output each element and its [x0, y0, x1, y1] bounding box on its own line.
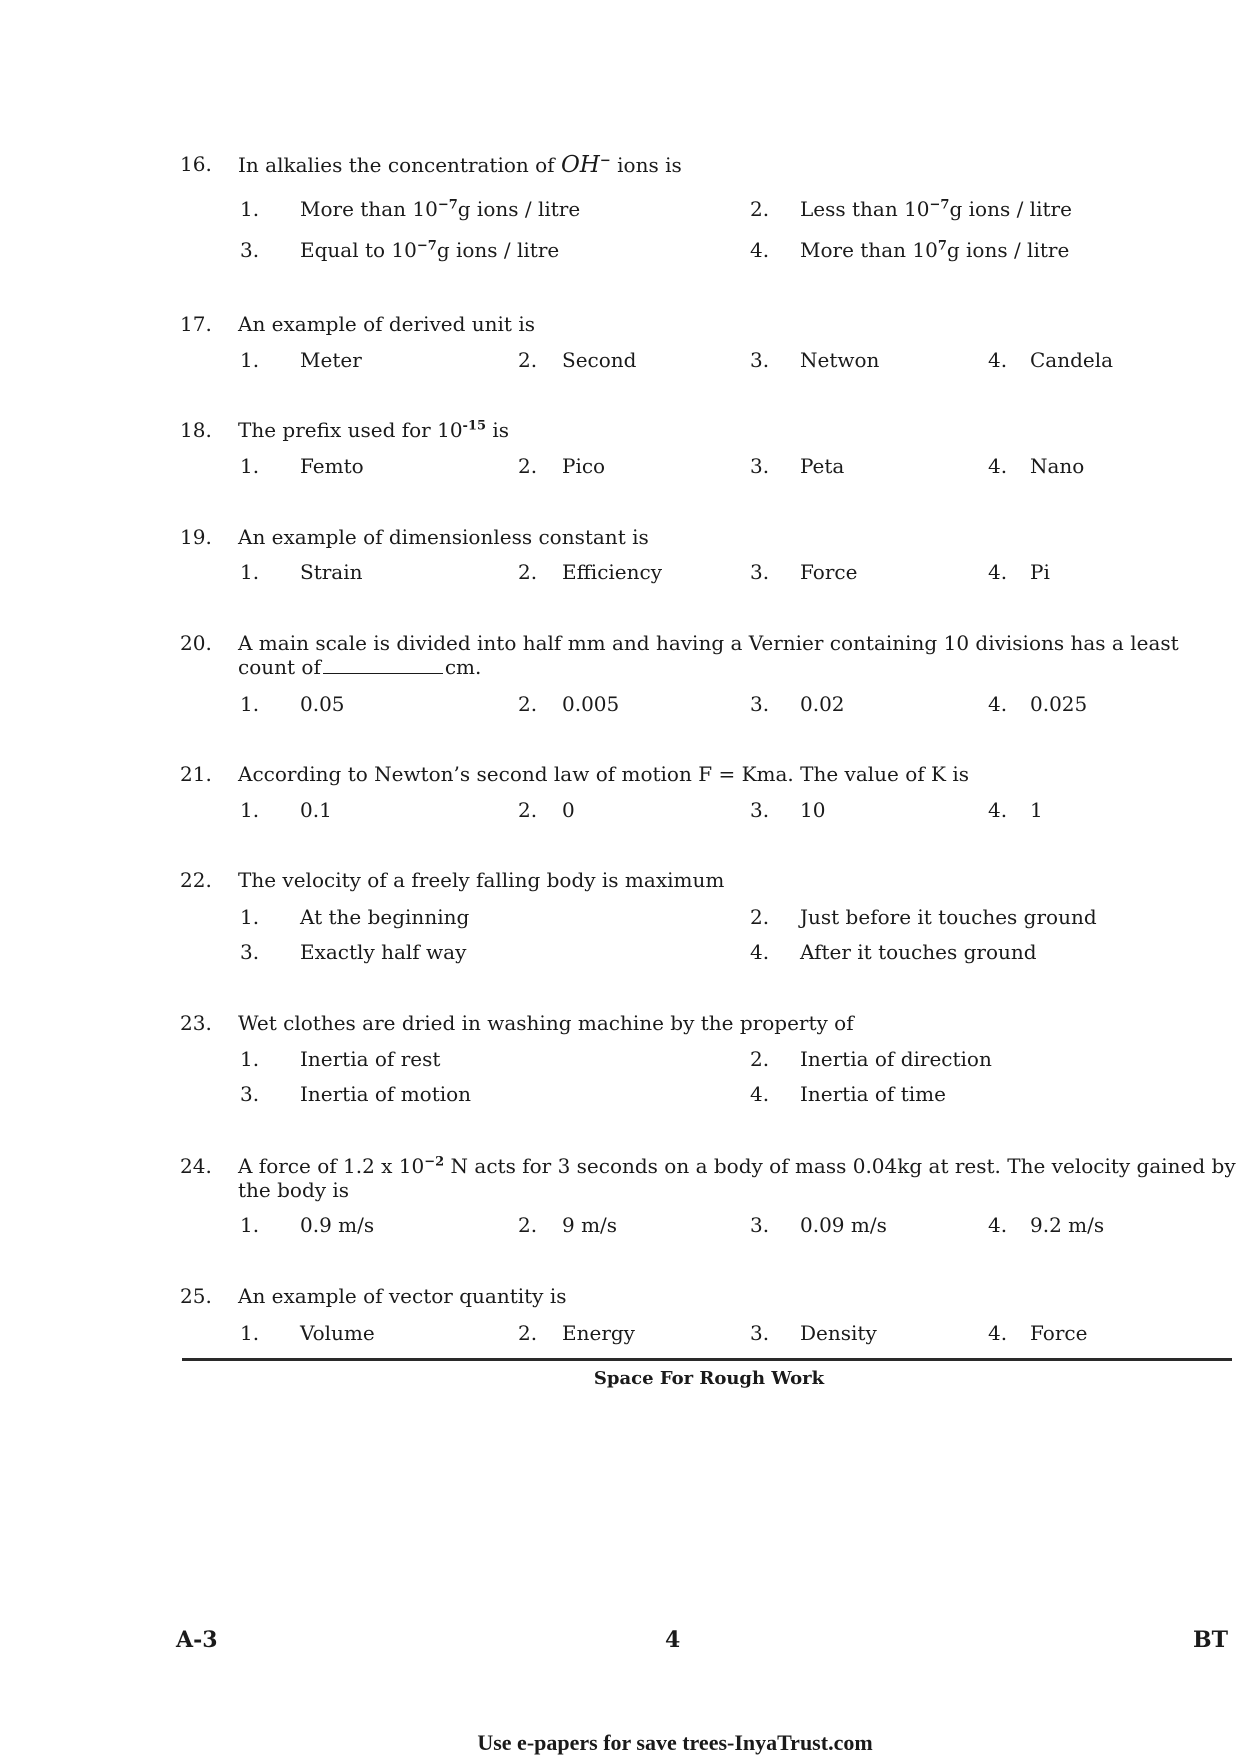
question-number: 22. — [180, 868, 212, 892]
option-text: Efficiency — [562, 560, 663, 584]
option-text: Peta — [800, 454, 845, 478]
option-text: Inertia of rest — [300, 1047, 441, 1071]
option-number: 2. — [750, 1047, 770, 1071]
question-number: 21. — [180, 762, 212, 786]
page-number: 4 — [665, 1627, 681, 1653]
question-number: 24. — [180, 1154, 212, 1178]
option-number: 3. — [750, 1213, 770, 1237]
option-number: 3. — [750, 798, 770, 822]
option-text: Pi — [1030, 560, 1050, 584]
option-text: 0.09 m/s — [800, 1213, 887, 1237]
option-text: More than $10^7g$ ions / litre — [800, 238, 1070, 262]
option-text: Netwon — [800, 348, 880, 372]
option-text: 9.2 m/s — [1030, 1213, 1105, 1237]
watermark: Use e-papers for save trees-InyaTrust.com — [477, 1730, 873, 1755]
option-number: 1. — [240, 798, 260, 822]
footer-code: A-3 — [176, 1627, 218, 1653]
option-number: 2. — [518, 454, 538, 478]
question-text-line2: count of cm. — [238, 655, 482, 679]
question-text: An example of derived unit is — [238, 312, 535, 336]
option-number: 4. — [750, 238, 770, 262]
option-text: 0.1 — [300, 798, 332, 822]
option-number: 1. — [240, 1047, 260, 1071]
question-text: A main scale is divided into half mm and having a Vernier containing 10 divisions has a least — [238, 631, 1179, 655]
divider-rule — [182, 1358, 1232, 1361]
option-text: Force — [800, 560, 858, 584]
option-number: 2. — [518, 1213, 538, 1237]
question-number: 18. — [180, 418, 212, 442]
question-text: The prefix used for $10^{-15}$ is — [238, 418, 510, 442]
question-text: Wet clothes are dried in washing machine by the property of — [238, 1011, 854, 1035]
option-text: Volume — [300, 1321, 375, 1345]
option-number: 4. — [988, 454, 1008, 478]
option-number: 4. — [988, 1321, 1008, 1345]
option-number: 2. — [518, 798, 538, 822]
option-number: 2. — [518, 1321, 538, 1345]
question-number: 25. — [180, 1284, 212, 1308]
option-number: 4. — [988, 348, 1008, 372]
question-number: 17. — [180, 312, 212, 336]
option-text: 0.02 — [800, 692, 845, 716]
option-text: Second — [562, 348, 637, 372]
option-number: 4. — [988, 798, 1008, 822]
answer-blank — [323, 673, 443, 674]
option-number: 2. — [750, 905, 770, 929]
option-number: 1. — [240, 692, 260, 716]
option-number: 3. — [240, 1082, 260, 1106]
option-text: Strain — [300, 560, 363, 584]
question-text: A force of 1.2 x $10^{-2}$ N acts for 3 seconds on a body of mass 0.04kg at rest. The velocity gained by — [238, 1154, 1236, 1178]
option-text: Inertia of motion — [300, 1082, 472, 1106]
option-number: 4. — [988, 692, 1008, 716]
option-number: 3. — [750, 1321, 770, 1345]
option-text: 10 — [800, 798, 826, 822]
option-text: Inertia of direction — [800, 1047, 992, 1071]
option-text: 0.05 — [300, 692, 345, 716]
option-text: Candela — [1030, 348, 1114, 372]
option-text: 0.005 — [562, 692, 620, 716]
option-number: 4. — [750, 940, 770, 964]
option-number: 1. — [240, 560, 260, 584]
option-number: 1. — [240, 348, 260, 372]
option-number: 1. — [240, 1213, 260, 1237]
option-text: 9 m/s — [562, 1213, 618, 1237]
option-number: 1. — [240, 905, 260, 929]
option-text: Force — [1030, 1321, 1088, 1345]
question-text: An example of dimensionless constant is — [238, 525, 649, 549]
option-text: Nano — [1030, 454, 1085, 478]
option-text: 1 — [1030, 798, 1043, 822]
option-text: More than $10^{-7}g$ ions / litre — [300, 197, 581, 221]
option-text: 0.025 — [1030, 692, 1088, 716]
option-number: 1. — [240, 197, 260, 221]
option-number: 4. — [988, 1213, 1008, 1237]
question-text-line2: the body is — [238, 1178, 350, 1202]
question-text: An example of vector quantity is — [238, 1284, 567, 1308]
question-number: 20. — [180, 631, 212, 655]
option-number: 2. — [518, 348, 538, 372]
option-text: Pico — [562, 454, 606, 478]
question-number: 16. — [180, 152, 212, 176]
option-text: Energy — [562, 1321, 635, 1345]
option-number: 2. — [518, 692, 538, 716]
option-number: 4. — [750, 1082, 770, 1106]
option-number: 3. — [750, 454, 770, 478]
question-text: According to Newton’s second law of motion F = Kma. The value of K is — [238, 762, 969, 786]
option-text: 0 — [562, 798, 575, 822]
question-text: In alkalies the concentration of OH− ions is — [238, 152, 682, 178]
option-text: Exactly half way — [300, 940, 467, 964]
option-number: 3. — [240, 238, 260, 262]
footer-series: BT — [1193, 1627, 1228, 1653]
option-number: 4. — [988, 560, 1008, 584]
option-number: 2. — [518, 560, 538, 584]
option-number: 1. — [240, 454, 260, 478]
option-number: 3. — [750, 692, 770, 716]
option-text: Inertia of time — [800, 1082, 946, 1106]
option-text: Femto — [300, 454, 364, 478]
question-text: The velocity of a freely falling body is maximum — [238, 868, 725, 892]
option-text: Density — [800, 1321, 877, 1345]
option-text: Equal to $10^{-7}g$ ions / litre — [300, 238, 560, 262]
option-number: 1. — [240, 1321, 260, 1345]
option-text: Meter — [300, 348, 362, 372]
option-text: At the beginning — [300, 905, 470, 929]
rough-work-heading: Space For Rough Work — [593, 1368, 825, 1389]
option-number: 3. — [750, 560, 770, 584]
option-text: 0.9 m/s — [300, 1213, 375, 1237]
option-text: Just before it touches ground — [800, 905, 1097, 929]
option-number: 3. — [240, 940, 260, 964]
option-text: After it touches ground — [800, 940, 1037, 964]
option-text: Less than $10^{-7}g$ ions / litre — [800, 197, 1072, 221]
option-number: 2. — [750, 197, 770, 221]
option-number: 3. — [750, 348, 770, 372]
question-number: 23. — [180, 1011, 212, 1035]
question-number: 19. — [180, 525, 212, 549]
